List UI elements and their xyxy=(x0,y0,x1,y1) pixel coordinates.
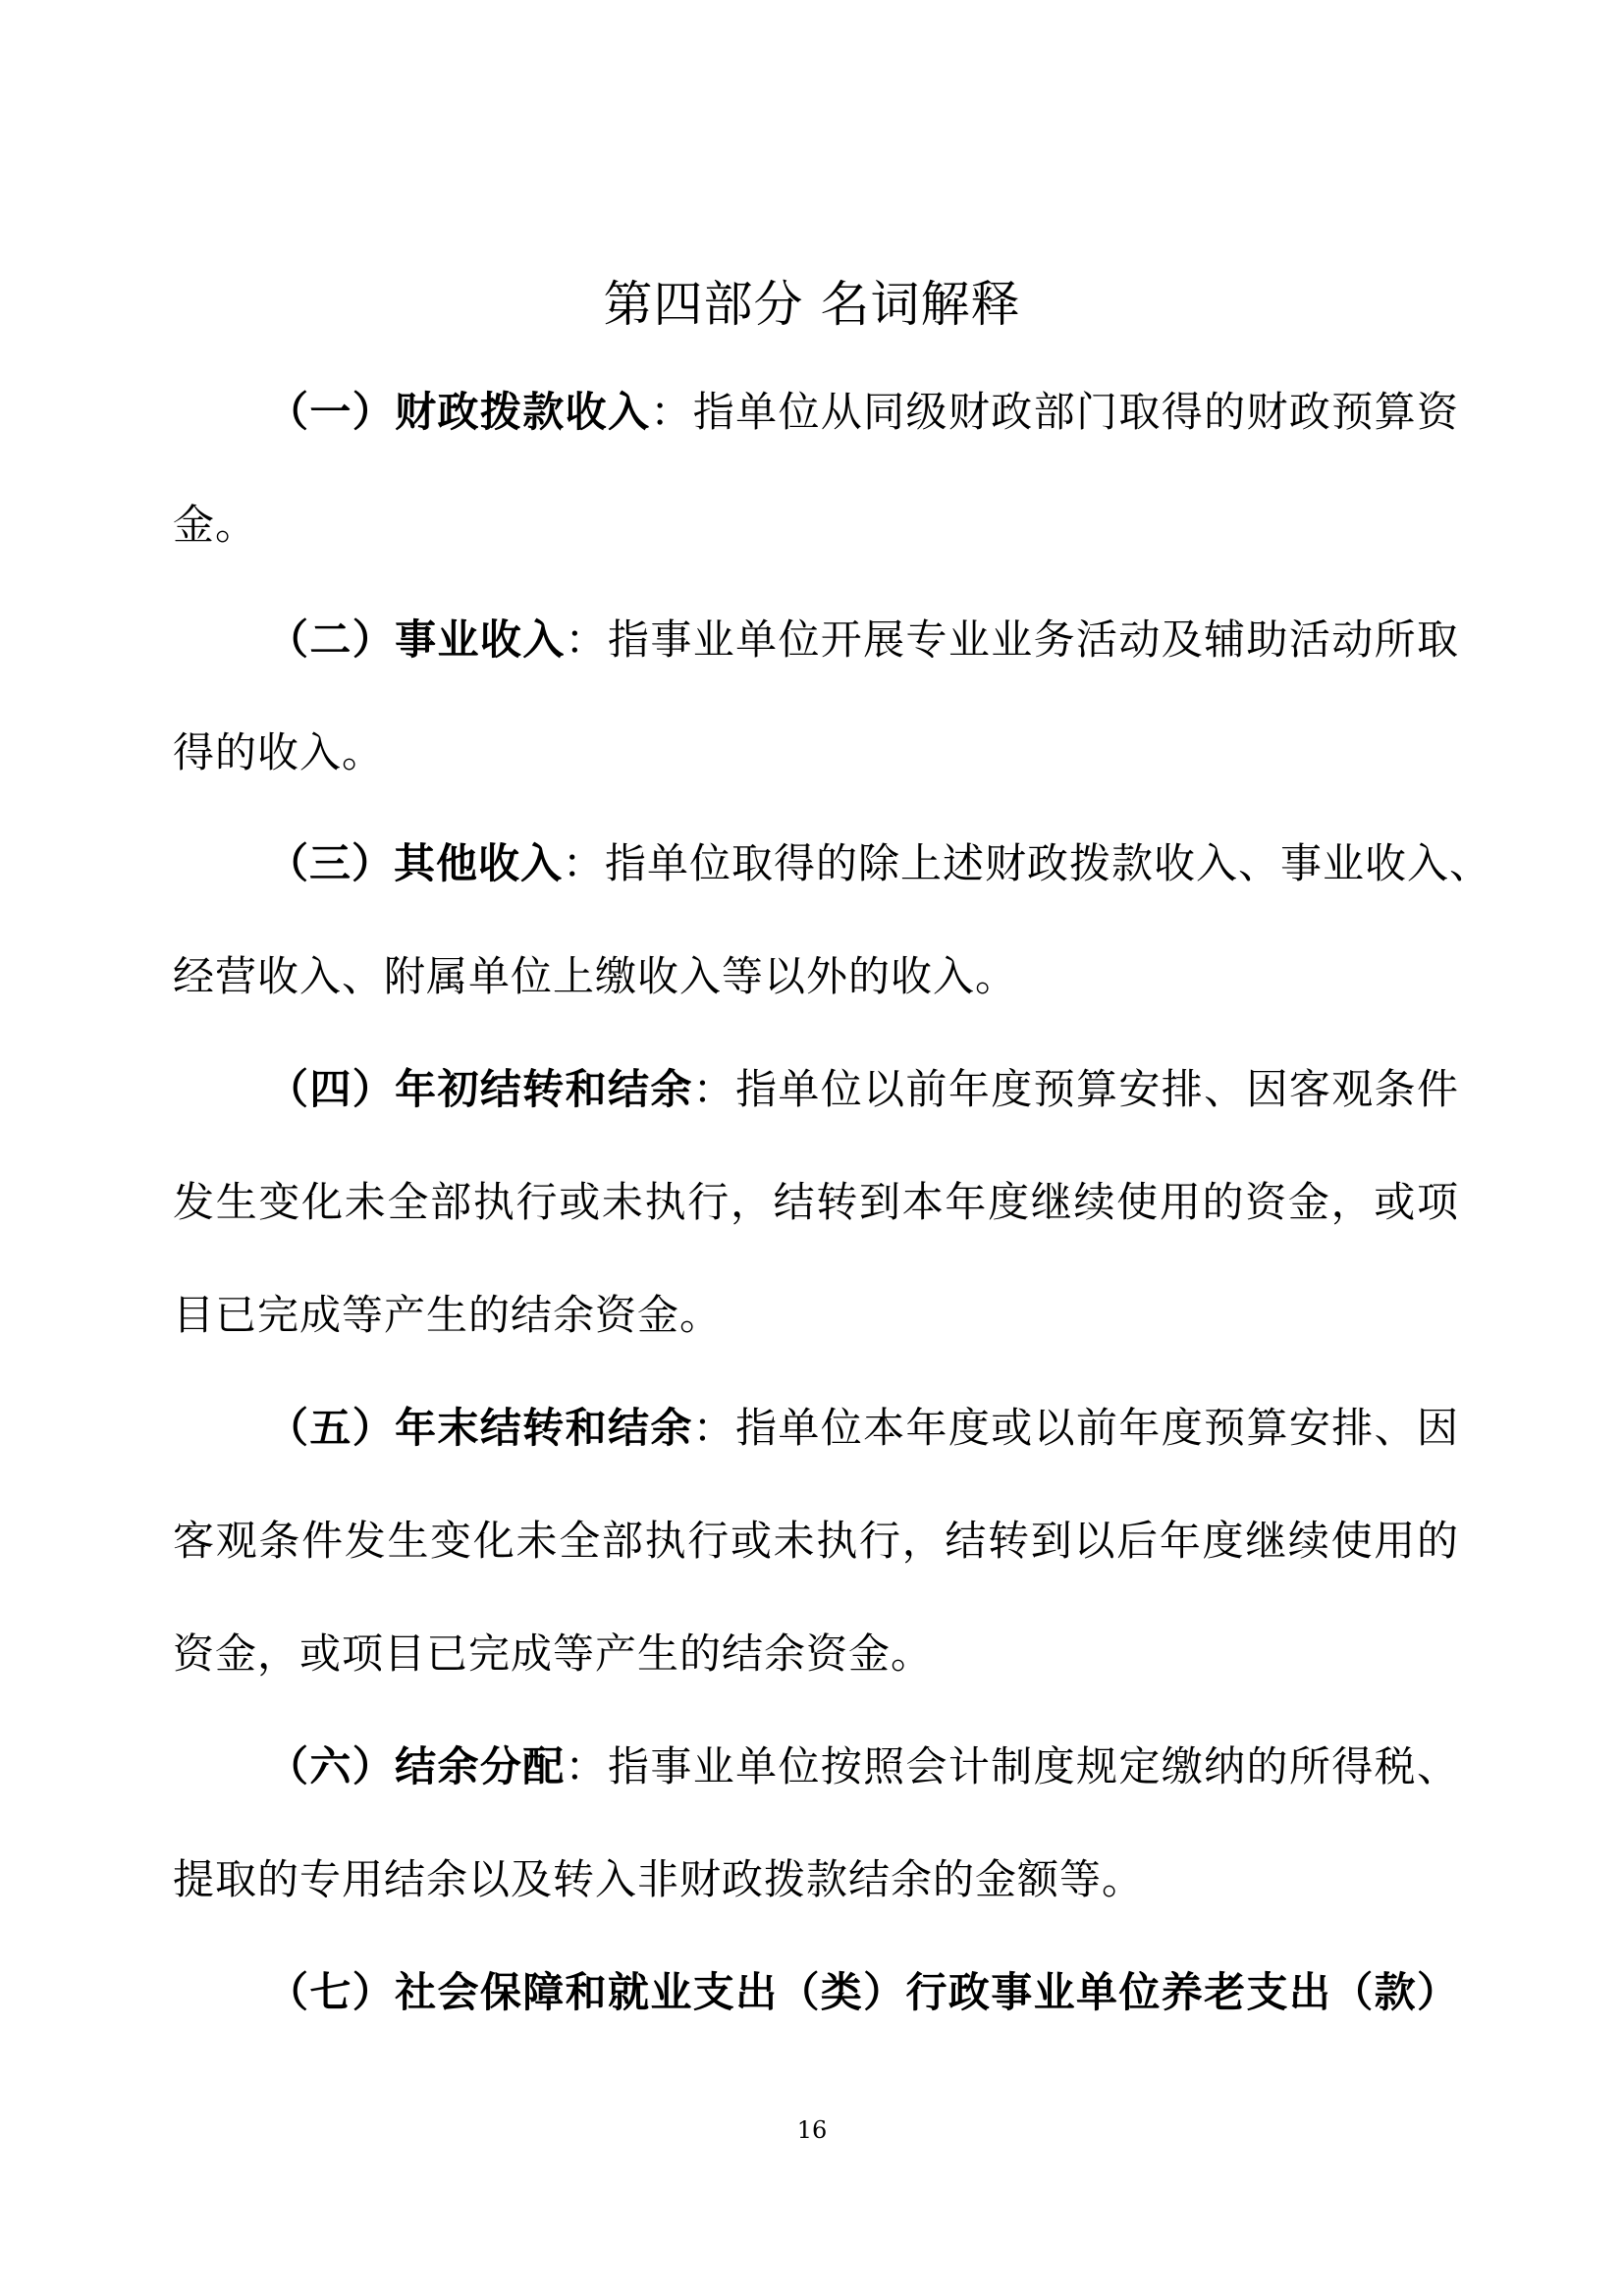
term-separator: ： xyxy=(563,839,606,887)
term-label: （六）结余分配 xyxy=(267,1742,566,1790)
term-label: （三）其他收入 xyxy=(267,839,564,887)
term-separator: ： xyxy=(650,388,693,436)
definition-text: 指单位从同级财政部门取得的财政预算资 xyxy=(692,388,1459,436)
definition-text: 指事业单位开展专业业务活动及辅助活动所取 xyxy=(607,615,1459,664)
term-label: （四）年初结转和结余 xyxy=(267,1065,693,1113)
term-separator: ： xyxy=(565,1742,608,1790)
definition-item-6 xyxy=(267,1737,1459,1796)
term-label: （一）财政拨款收入 xyxy=(267,388,651,436)
definition-continuation: 资金，或项目已完成等产生的结余资金。 xyxy=(173,1629,934,1678)
definition-continuation: 金。 xyxy=(173,501,258,549)
definition-continuation: 目已完成等产生的结余资金。 xyxy=(173,1291,723,1339)
term-separator: ： xyxy=(565,615,608,664)
definition-continuation: 得的收入。 xyxy=(173,728,385,776)
page-title: 第四部分 名词解释 xyxy=(603,276,1021,333)
term-label: （七）社会保障和就业支出（类）行政事业单位养老支出（款） xyxy=(267,1968,1459,2016)
definition-item-1 xyxy=(267,383,1459,442)
term-separator: ： xyxy=(692,1404,736,1452)
term-label: （五）年末结转和结余 xyxy=(267,1404,693,1452)
definition-item-5 xyxy=(267,1399,1459,1458)
definition-text: 指单位取得的除上述财政拨款收入、事业收入、 xyxy=(605,839,1492,887)
definition-item-7 xyxy=(267,1963,1459,2022)
definition-item-4 xyxy=(267,1060,1459,1119)
definition-continuation: 客观条件发生变化未全部执行或未执行，结转到以后年度继续使用的 xyxy=(173,1517,1459,1565)
definition-continuation: 发生变化未全部执行或未执行，结转到本年度继续使用的资金，或项 xyxy=(173,1178,1459,1226)
definition-item-2 xyxy=(267,611,1459,669)
definition-text: 指单位以前年度预算安排、因客观条件 xyxy=(735,1065,1459,1113)
definition-continuation: 经营收入、附属单位上缴收入等以外的收入。 xyxy=(173,952,1018,1000)
definition-item-3 xyxy=(267,834,1492,893)
definition-text: 指事业单位按照会计制度规定缴纳的所得税、 xyxy=(607,1742,1459,1790)
term-label: （二）事业收入 xyxy=(267,615,566,664)
term-separator: ： xyxy=(692,1065,736,1113)
definition-continuation: 提取的专用结余以及转入非财政拨款结余的金额等。 xyxy=(173,1855,1145,1903)
page-number: 16 xyxy=(796,2116,828,2144)
definition-text: 指单位本年度或以前年度预算安排、因 xyxy=(735,1404,1459,1452)
